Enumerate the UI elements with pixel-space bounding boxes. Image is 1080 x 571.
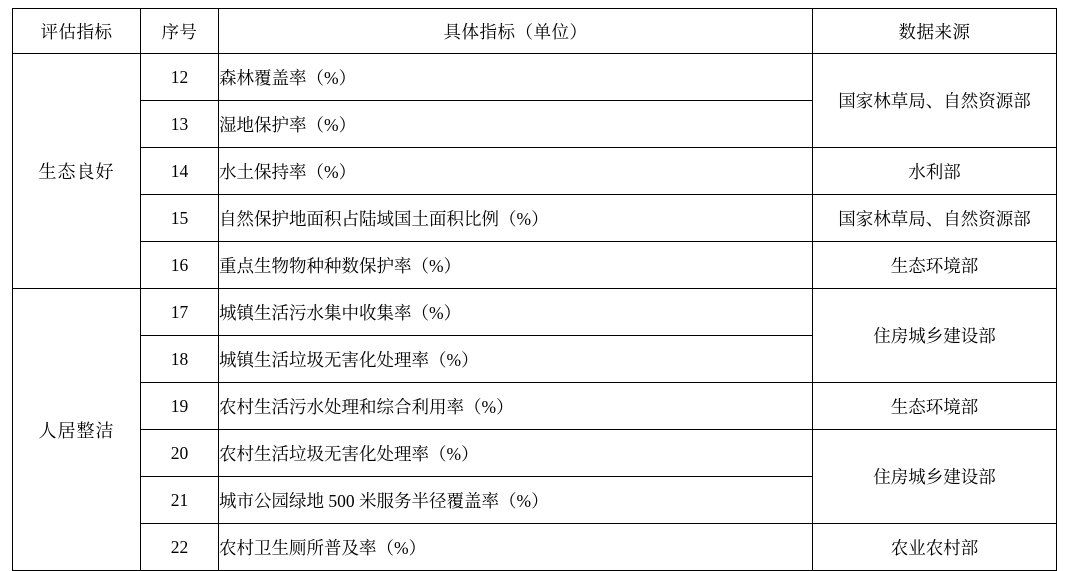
- table-header-row: [13, 9, 1057, 54]
- detail-cell: 农村生活污水处理和综合利用率（%）: [219, 383, 813, 430]
- source-cell: 农业农村部: [813, 524, 1057, 571]
- seq-cell: 21: [141, 477, 219, 524]
- table-row: [13, 242, 1057, 289]
- table-row: [13, 148, 1057, 195]
- source-cell: 住房城乡建设部: [813, 289, 1057, 383]
- table-row: [13, 383, 1057, 430]
- table-row: [13, 430, 1057, 477]
- seq-cell: 13: [141, 101, 219, 148]
- detail-cell: 城市公园绿地 500 米服务半径覆盖率（%）: [219, 477, 813, 524]
- category-cell-habitat: 人居整洁: [13, 289, 141, 571]
- detail-cell: 城镇生活垃圾无害化处理率（%）: [219, 336, 813, 383]
- column-header-category: 评估指标: [13, 9, 141, 54]
- detail-cell: 水土保持率（%）: [219, 148, 813, 195]
- source-cell: 国家林草局、自然资源部: [813, 195, 1057, 242]
- detail-cell: 自然保护地面积占陆域国土面积比例（%）: [219, 195, 813, 242]
- source-cell: 住房城乡建设部: [813, 430, 1057, 524]
- source-cell: 水利部: [813, 148, 1057, 195]
- detail-cell: 城镇生活污水集中收集率（%）: [219, 289, 813, 336]
- seq-cell: 19: [141, 383, 219, 430]
- table-body: [13, 54, 1057, 571]
- category-cell-ecology: 生态良好: [13, 54, 141, 289]
- source-cell: 生态环境部: [813, 383, 1057, 430]
- detail-cell: 湿地保护率（%）: [219, 101, 813, 148]
- detail-cell: 森林覆盖率（%）: [219, 54, 813, 101]
- seq-cell: 15: [141, 195, 219, 242]
- column-header-source: 数据来源: [813, 9, 1057, 54]
- table-row: [13, 195, 1057, 242]
- seq-cell: 16: [141, 242, 219, 289]
- detail-cell: 农村生活垃圾无害化处理率（%）: [219, 430, 813, 477]
- indicator-table: [12, 8, 1057, 571]
- table-row: [13, 289, 1057, 336]
- seq-cell: 17: [141, 289, 219, 336]
- table-header: [13, 9, 1057, 54]
- seq-cell: 20: [141, 430, 219, 477]
- seq-cell: 22: [141, 524, 219, 571]
- seq-cell: 14: [141, 148, 219, 195]
- source-cell: 国家林草局、自然资源部: [813, 54, 1057, 148]
- detail-cell: 农村卫生厕所普及率（%）: [219, 524, 813, 571]
- detail-cell: 重点生物物种种数保护率（%）: [219, 242, 813, 289]
- table-row: [13, 54, 1057, 101]
- seq-cell: 18: [141, 336, 219, 383]
- table-row: [13, 524, 1057, 571]
- column-header-detail: 具体指标（单位）: [219, 9, 813, 54]
- column-header-seq: 序号: [141, 9, 219, 54]
- seq-cell: 12: [141, 54, 219, 101]
- source-cell: 生态环境部: [813, 242, 1057, 289]
